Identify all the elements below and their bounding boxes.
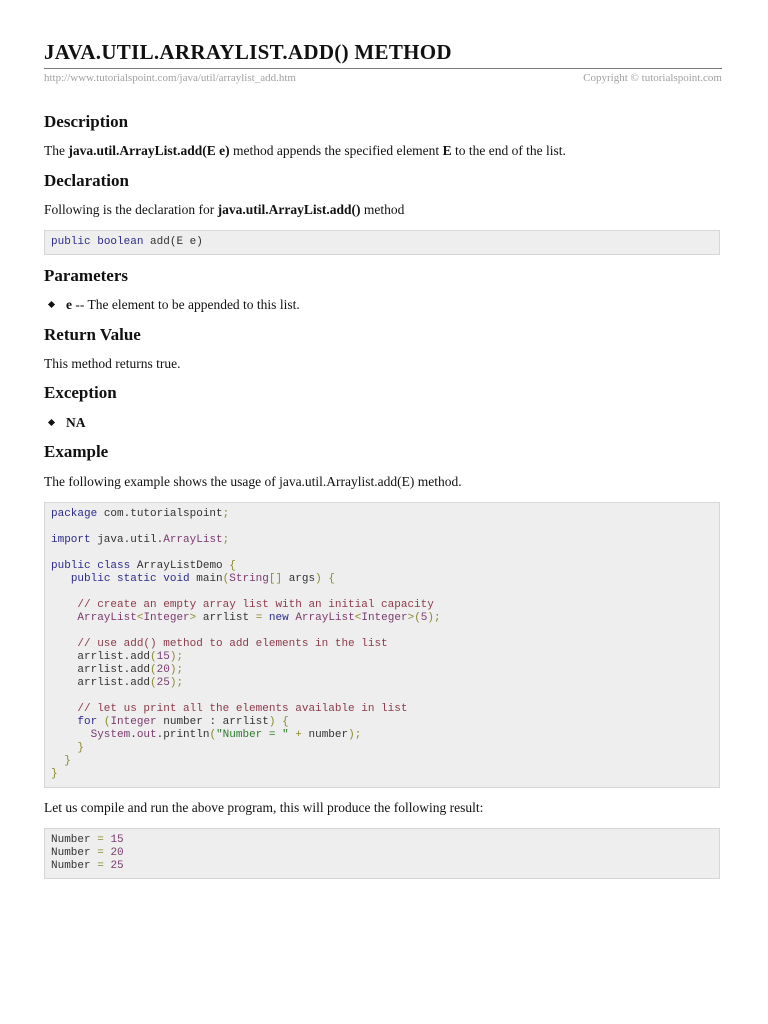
output-line: Number = 20 (51, 847, 124, 859)
output-line: Number = 25 (51, 860, 124, 872)
description-text: The java.util.ArrayList.add(E e) method appends the specified element E to the end of the list. (44, 143, 566, 158)
code-line: public static void main(String[] args) { (70, 573, 335, 585)
bullet-icon (48, 301, 55, 308)
code-line: arrlist.add(20); (51, 664, 184, 676)
bullet-icon (48, 419, 55, 426)
parameters-heading: Parameters (44, 266, 129, 285)
code-line: public class ArrayListDemo { (51, 560, 236, 572)
return-value-text: This method returns true. (44, 356, 181, 371)
page-title: JAVA.UTIL.ARRAYLIST.ADD() METHOD (44, 40, 452, 64)
code-line: System.out.println("Number = " + number); (90, 729, 362, 741)
example-heading: Example (44, 442, 109, 461)
parameter-item: e -- The element to be appended to this list. (66, 297, 300, 313)
output-line: Number = 15 (51, 834, 124, 846)
declaration-code-line: public boolean add(E e) (51, 236, 203, 248)
exception-heading: Exception (44, 383, 117, 402)
example-intro: The following example shows the usage of java.util.Arraylist.add(E) method. (44, 474, 462, 489)
code-line: import java.util.ArrayList; (51, 534, 230, 546)
code-line: } (77, 742, 85, 754)
code-line: for (Integer number : arrlist) { (77, 716, 289, 728)
code-line: ArrayList<Integer> arrlist = new ArrayList<Integer>(5); (77, 612, 441, 624)
return-value-heading: Return Value (44, 325, 141, 344)
code-line: // create an empty array list with an initial capacity (77, 599, 434, 611)
description-heading: Description (44, 112, 129, 131)
code-line: } (51, 768, 58, 780)
copyright-notice: Copyright © tutorialspoint.com (583, 72, 722, 84)
declaration-code-block (44, 230, 720, 255)
code-line: // let us print all the elements available in list (77, 703, 408, 715)
example-code-block (44, 502, 720, 788)
title-rule (44, 68, 722, 69)
output-code-block (44, 828, 720, 879)
code-line: arrlist.add(15); (51, 651, 184, 663)
code-line: // use add() method to add elements in the list (77, 638, 388, 650)
code-line: } (64, 755, 71, 767)
run-text: Let us compile and run the above program, this will produce the following result: (44, 800, 484, 815)
code-line: arrlist.add(25); (51, 677, 184, 689)
declaration-heading: Declaration (44, 171, 129, 190)
declaration-text: Following is the declaration for java.util.ArrayList.add() method (44, 202, 405, 217)
code-line: package com.tutorialspoint; (51, 508, 230, 520)
exception-item: NA (66, 415, 86, 431)
source-url-link[interactable]: http://www.tutorialspoint.com/java/util/arraylist_add.htm (44, 72, 296, 84)
